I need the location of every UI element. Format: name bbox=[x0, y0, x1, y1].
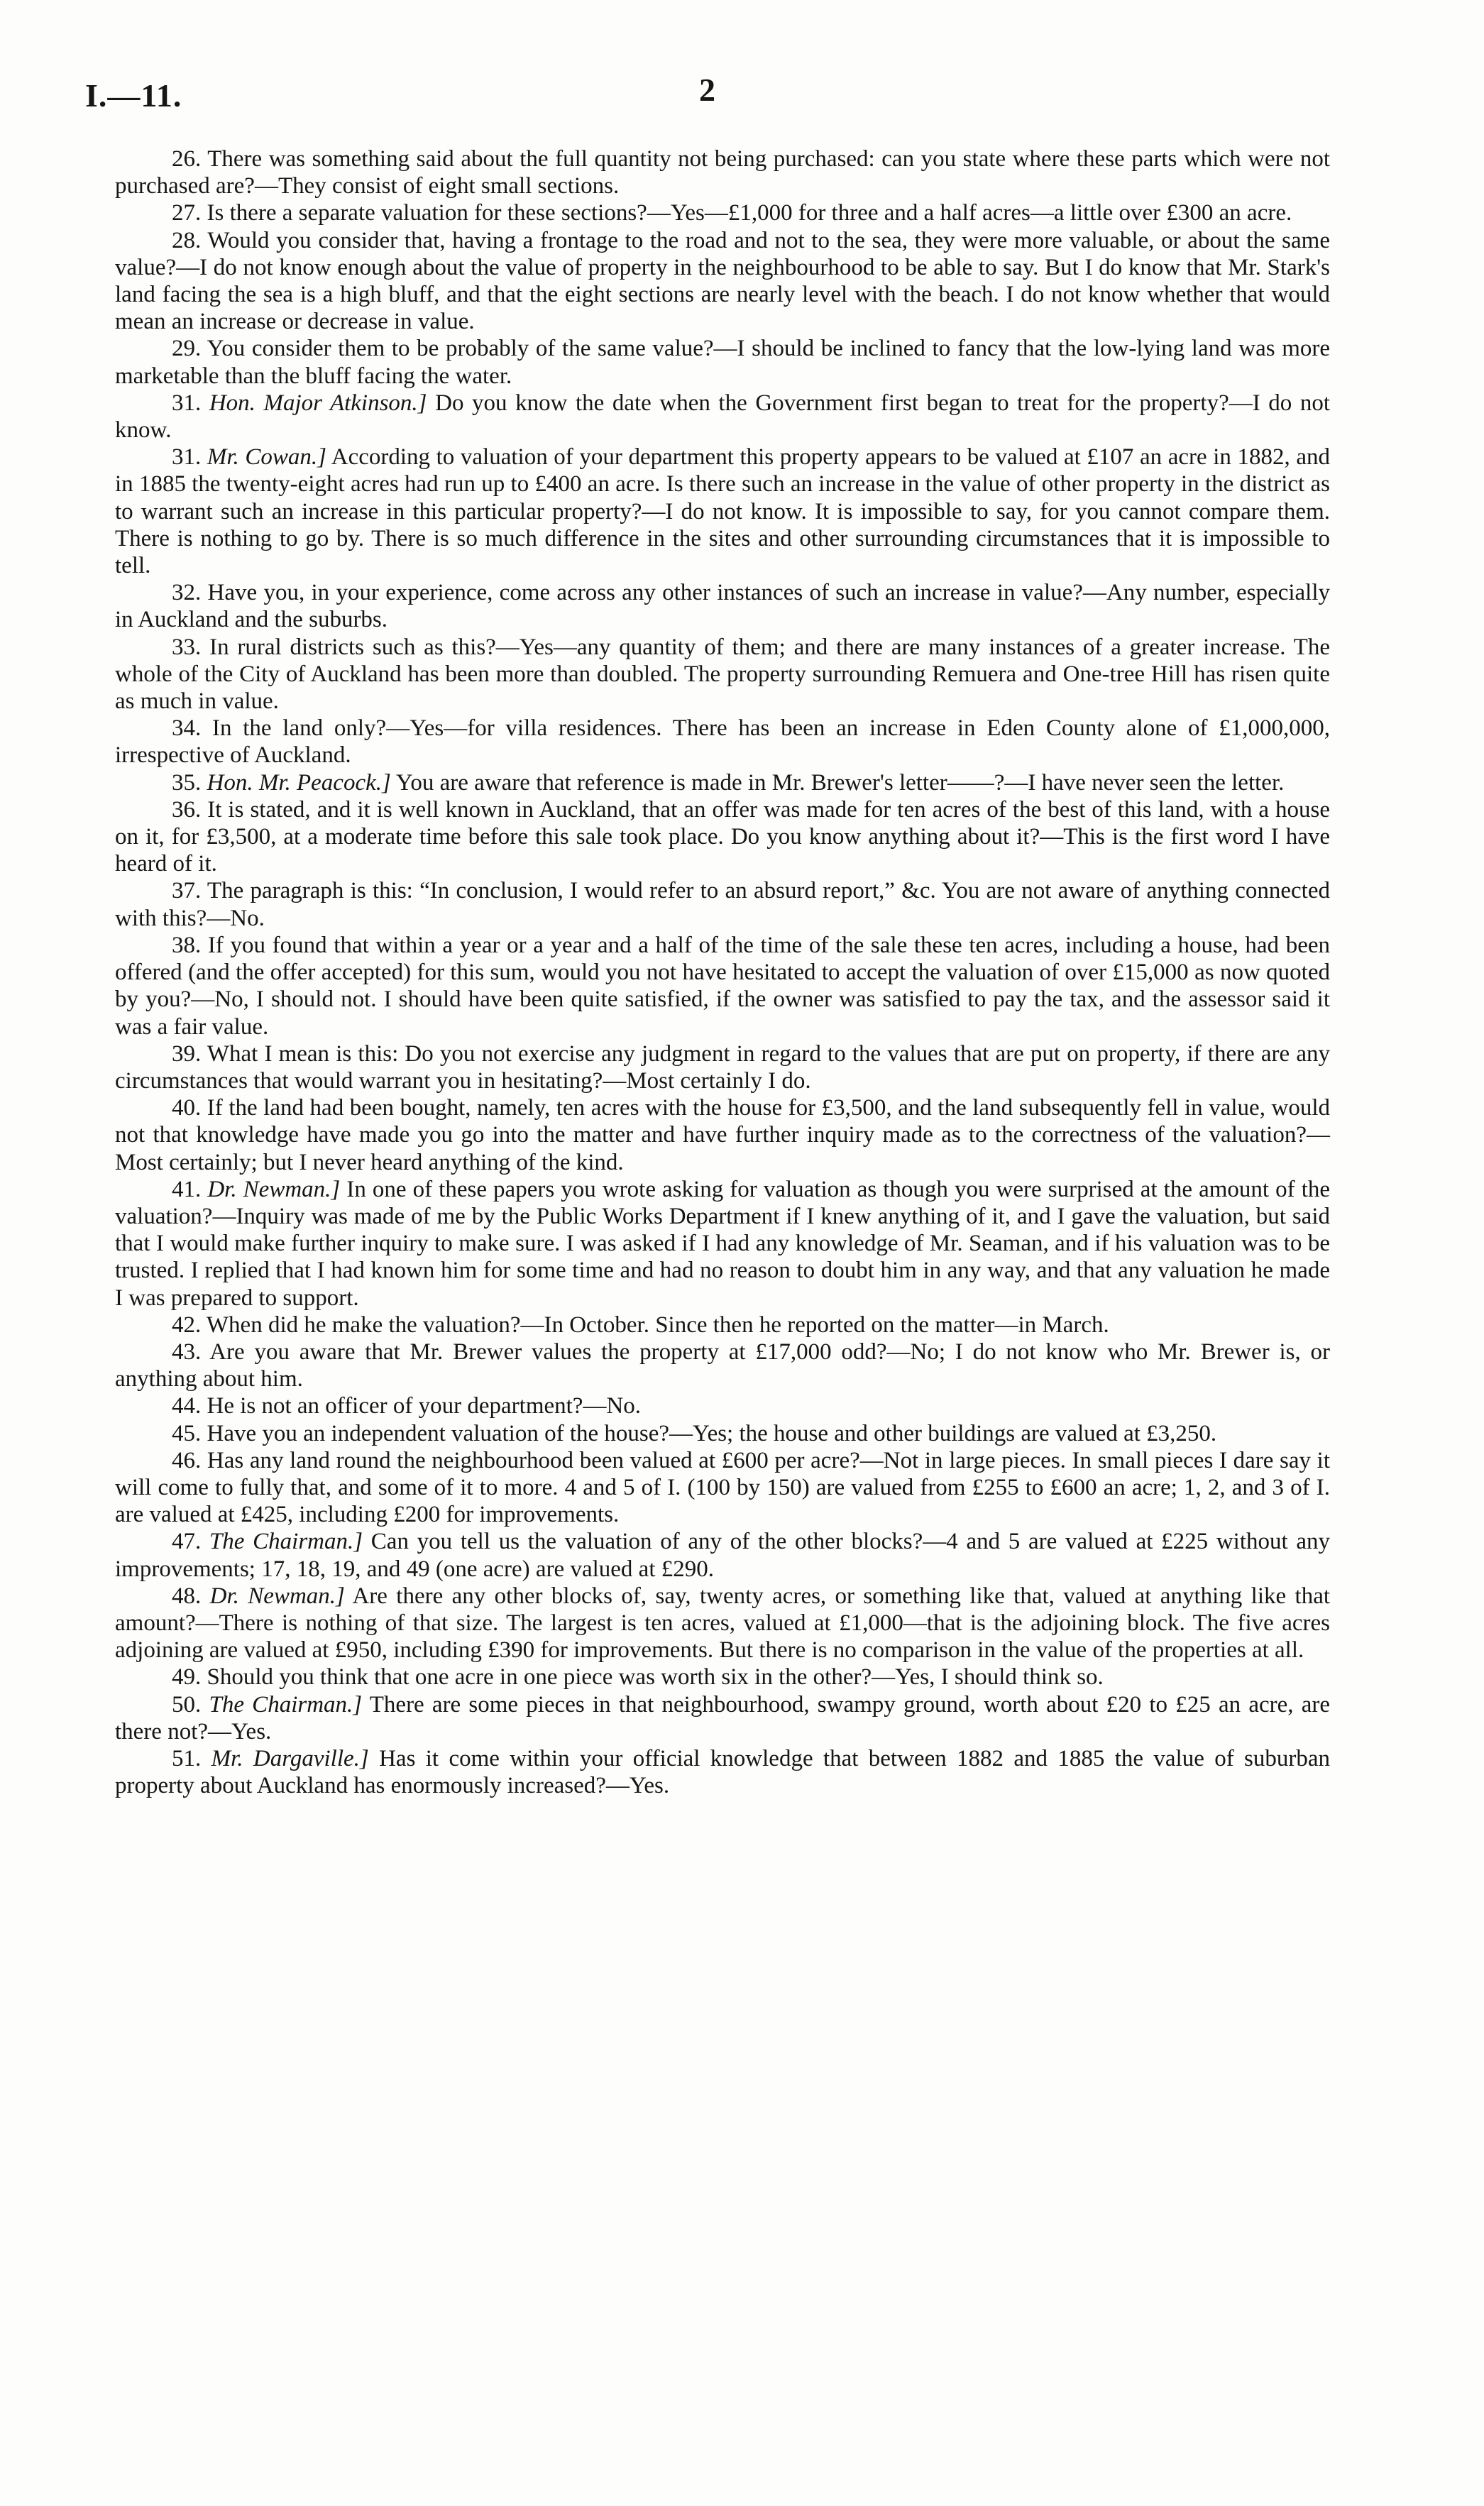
speaker-name: Dr. Newman.] bbox=[207, 1176, 341, 1202]
question-text: 37. The paragraph is this: “In conclusion, I would refer to an absurd report,” &c. You are not aware of anything connected with this?—No. bbox=[115, 878, 1330, 931]
question-paragraph bbox=[115, 877, 1330, 931]
question-paragraph bbox=[115, 1094, 1330, 1176]
question-text: In one of these papers you wrote asking for valuation as though you were surprised at the amount of the valuation?—Inquiry was made of me by the Public Works Department if I knew anything of it, and I gave the valuation, but said that I would make further inquiry to make sure. I was asked if I had any knowledge of Mr. Seaman, and if his valuation was to be trusted. I replied that I had known him for some time and had no reason to doubt him in any way, and that any valuation he made I was prepared to support. bbox=[115, 1176, 1331, 1311]
question-paragraph bbox=[115, 390, 1330, 444]
question-text: 44. He is not an officer of your department?—No. bbox=[172, 1393, 642, 1419]
question-paragraph bbox=[115, 1528, 1330, 1582]
question-text: There are some pieces in that neighbourhood, swampy ground, worth about £20 to £25 an acre, are there not?—Yes. bbox=[115, 1691, 1331, 1744]
question-text: According to valuation of your department this property appears to be valued at £107 an acre in 1882, and in 1885 the twenty-eight acres had run up to £400 an acre. Is there such an increase in the value of other property in the district as to warrant such an increase in this particular property?—I do not know. It is impossible to say, for you cannot compare them. There is nothing to go by. There is so much difference in the sites and other surrounding circumstances that it is impossible to tell. bbox=[115, 444, 1331, 579]
question-text: 45. Have you an independent valuation of the house?—Yes; the house and other buildings are valued at £3,250. bbox=[172, 1420, 1217, 1446]
question-number: 31. bbox=[172, 390, 202, 416]
speaker-name: The Chairman.] bbox=[209, 1529, 363, 1555]
question-text: 40. If the land had been bought, namely, ten acres with the house for £3,500, and the land subsequently fell in value, would not that knowledge have made you go into the matter and have further inquiry made as to the correctness of the valuation?—Most certainly; but I never heard anything of the kind. bbox=[115, 1095, 1330, 1175]
question-text: 49. Should you think that one acre in one piece was worth six in the other?—Yes, I should think so. bbox=[172, 1664, 1104, 1691]
question-paragraph bbox=[115, 579, 1330, 633]
question-number: 50. bbox=[172, 1691, 202, 1718]
question-paragraph bbox=[115, 1447, 1330, 1529]
question-text: 33. In rural districts such as this?—Yes—any quantity of them; and there are many instances of a greater increase. The whole of the City of Auckland has been more than doubled. The property surrounding Remuera and One-tree Hill has risen quite as much in value. bbox=[115, 634, 1330, 715]
question-text: 26. There was something said about the full quantity not being purchased: can you state where these parts which were not purchased are?—They consist of eight small sections. bbox=[115, 146, 1330, 199]
question-text: 46. Has any land round the neighbourhood been valued at £600 per acre?—Not in large pieces. In small pieces I dare say it will come to fully that, and some of it to more. 4 and 5 of I. (100 by 150) are valued from £255 to £600 an acre; 1, 2, and 3 of I. are valued at £425, including £200 for improvements. bbox=[115, 1447, 1330, 1528]
question-number: 41. bbox=[172, 1176, 202, 1202]
question-text: Do you know the date when the Government first began to treat for the property?—I do not know. bbox=[115, 390, 1331, 444]
question-paragraph bbox=[115, 634, 1330, 715]
question-text: Are there any other blocks of, say, twenty acres, or something like that, valued at anything like that amount?—There is nothing of that size. The largest is ten acres, valued at £1,000—that is the adjoining block. The five acres adjoining are valued at £950, including £390 for improvements. But there is no comparison in the value of the properties at all. bbox=[115, 1583, 1331, 1664]
question-text: 34. In the land only?—Yes—for villa residences. There has been an increase in Eden County alone of £1,000,000, irrespective of Auckland. bbox=[115, 715, 1330, 769]
question-paragraph bbox=[115, 1392, 1330, 1419]
question-paragraph bbox=[115, 715, 1330, 769]
question-text: Can you tell us the valuation of any of the other blocks?—4 and 5 are valued at £225 without any improvements; 17, 18, 19, and 49 (one acre) are valued at £290. bbox=[115, 1529, 1331, 1582]
speaker-name: Hon. Major Atkinson.] bbox=[209, 390, 427, 416]
question-number: 35. bbox=[172, 769, 202, 796]
question-text: 32. Have you, in your experience, come across any other instances of such an increase in value?—Any number, especially in Auckland and the suburbs. bbox=[115, 580, 1330, 633]
question-paragraph bbox=[115, 227, 1330, 336]
evidence-body bbox=[115, 145, 1330, 1799]
speaker-name: The Chairman.] bbox=[209, 1691, 363, 1718]
question-text: Has it come within your official knowledge that between 1882 and 1885 the value of suburban property about Auckland has enormously increased?—Yes. bbox=[115, 1745, 1331, 1799]
question-paragraph bbox=[115, 769, 1330, 796]
question-paragraph bbox=[115, 1664, 1330, 1691]
question-text: 38. If you found that within a year or a year and a half of the time of the sale these ten acres, including a house, had been offered (and the offer accepted) for this sum, would you not have hesitated to accept the valuation of over £15,000 as now quoted by you?—No, I should not. I should have been quite satisfied, if the owner was satisfied to pay the tax, and the assessor said it was a fair value. bbox=[115, 932, 1330, 1040]
question-paragraph bbox=[115, 932, 1330, 1040]
question-number: 48. bbox=[172, 1583, 202, 1609]
question-paragraph bbox=[115, 199, 1330, 226]
speaker-name: Hon. Mr. Peacock.] bbox=[207, 769, 391, 796]
question-paragraph bbox=[115, 1176, 1330, 1312]
question-paragraph bbox=[115, 1339, 1330, 1392]
speaker-name: Dr. Newman.] bbox=[209, 1583, 345, 1609]
question-text: 27. Is there a separate valuation for these sections?—Yes—£1,000 for three and a half acres—a little over £300 an acre. bbox=[172, 200, 1292, 226]
question-text: 42. When did he make the valuation?—In October. Since then he reported on the matter—in March. bbox=[172, 1312, 1109, 1338]
question-text: 43. Are you aware that Mr. Brewer values the property at £17,000 odd?—No; I do not know who Mr. Brewer is, or anything about him. bbox=[115, 1339, 1330, 1392]
question-paragraph bbox=[115, 444, 1330, 579]
question-text: 29. You consider them to be probably of the same value?—I should be inclined to fancy that the low-lying land was more marketable than the bluff facing the water. bbox=[115, 336, 1330, 389]
question-paragraph bbox=[115, 1745, 1330, 1799]
question-text: 36. It is stated, and it is well known in Auckland, that an offer was made for ten acres of the best of this land, with a house on it, for £3,500, at a moderate time before this sale took place. Do you know anything about it?—This is the first word I have heard of it. bbox=[115, 796, 1330, 877]
speaker-name: Mr. Dargaville.] bbox=[211, 1745, 369, 1771]
question-paragraph bbox=[115, 1583, 1330, 1664]
question-paragraph bbox=[115, 796, 1330, 878]
page-number: 2 bbox=[699, 72, 715, 108]
document-reference: I.—11. bbox=[85, 77, 182, 114]
question-paragraph bbox=[115, 145, 1330, 199]
question-paragraph bbox=[115, 1312, 1330, 1339]
question-paragraph bbox=[115, 1040, 1330, 1094]
question-paragraph bbox=[115, 1691, 1330, 1745]
question-number: 47. bbox=[172, 1529, 202, 1555]
question-text: 28. Would you consider that, having a frontage to the road and not to the sea, they were more valuable, or about the same value?—I do not know enough about the value of property in the neighbourhood to be able to say. But I do know that Mr. Stark's land facing the sea is a high bluff, and that the eight sections are nearly level with the beach. I do not know whether that would mean an increase or decrease in value. bbox=[115, 227, 1330, 335]
question-paragraph bbox=[115, 1420, 1330, 1447]
question-number: 31. bbox=[172, 444, 202, 471]
question-paragraph bbox=[115, 335, 1330, 389]
speaker-name: Mr. Cowan.] bbox=[207, 444, 326, 471]
question-number: 51. bbox=[172, 1745, 202, 1771]
question-text: You are aware that reference is made in Mr. Brewer's letter——?—I have never seen the letter. bbox=[395, 769, 1285, 796]
question-text: 39. What I mean is this: Do you not exercise any judgment in regard to the values that are put on property, if there are any circumstances that would warrant you in hesitating?—Most certainly I do. bbox=[115, 1040, 1330, 1094]
